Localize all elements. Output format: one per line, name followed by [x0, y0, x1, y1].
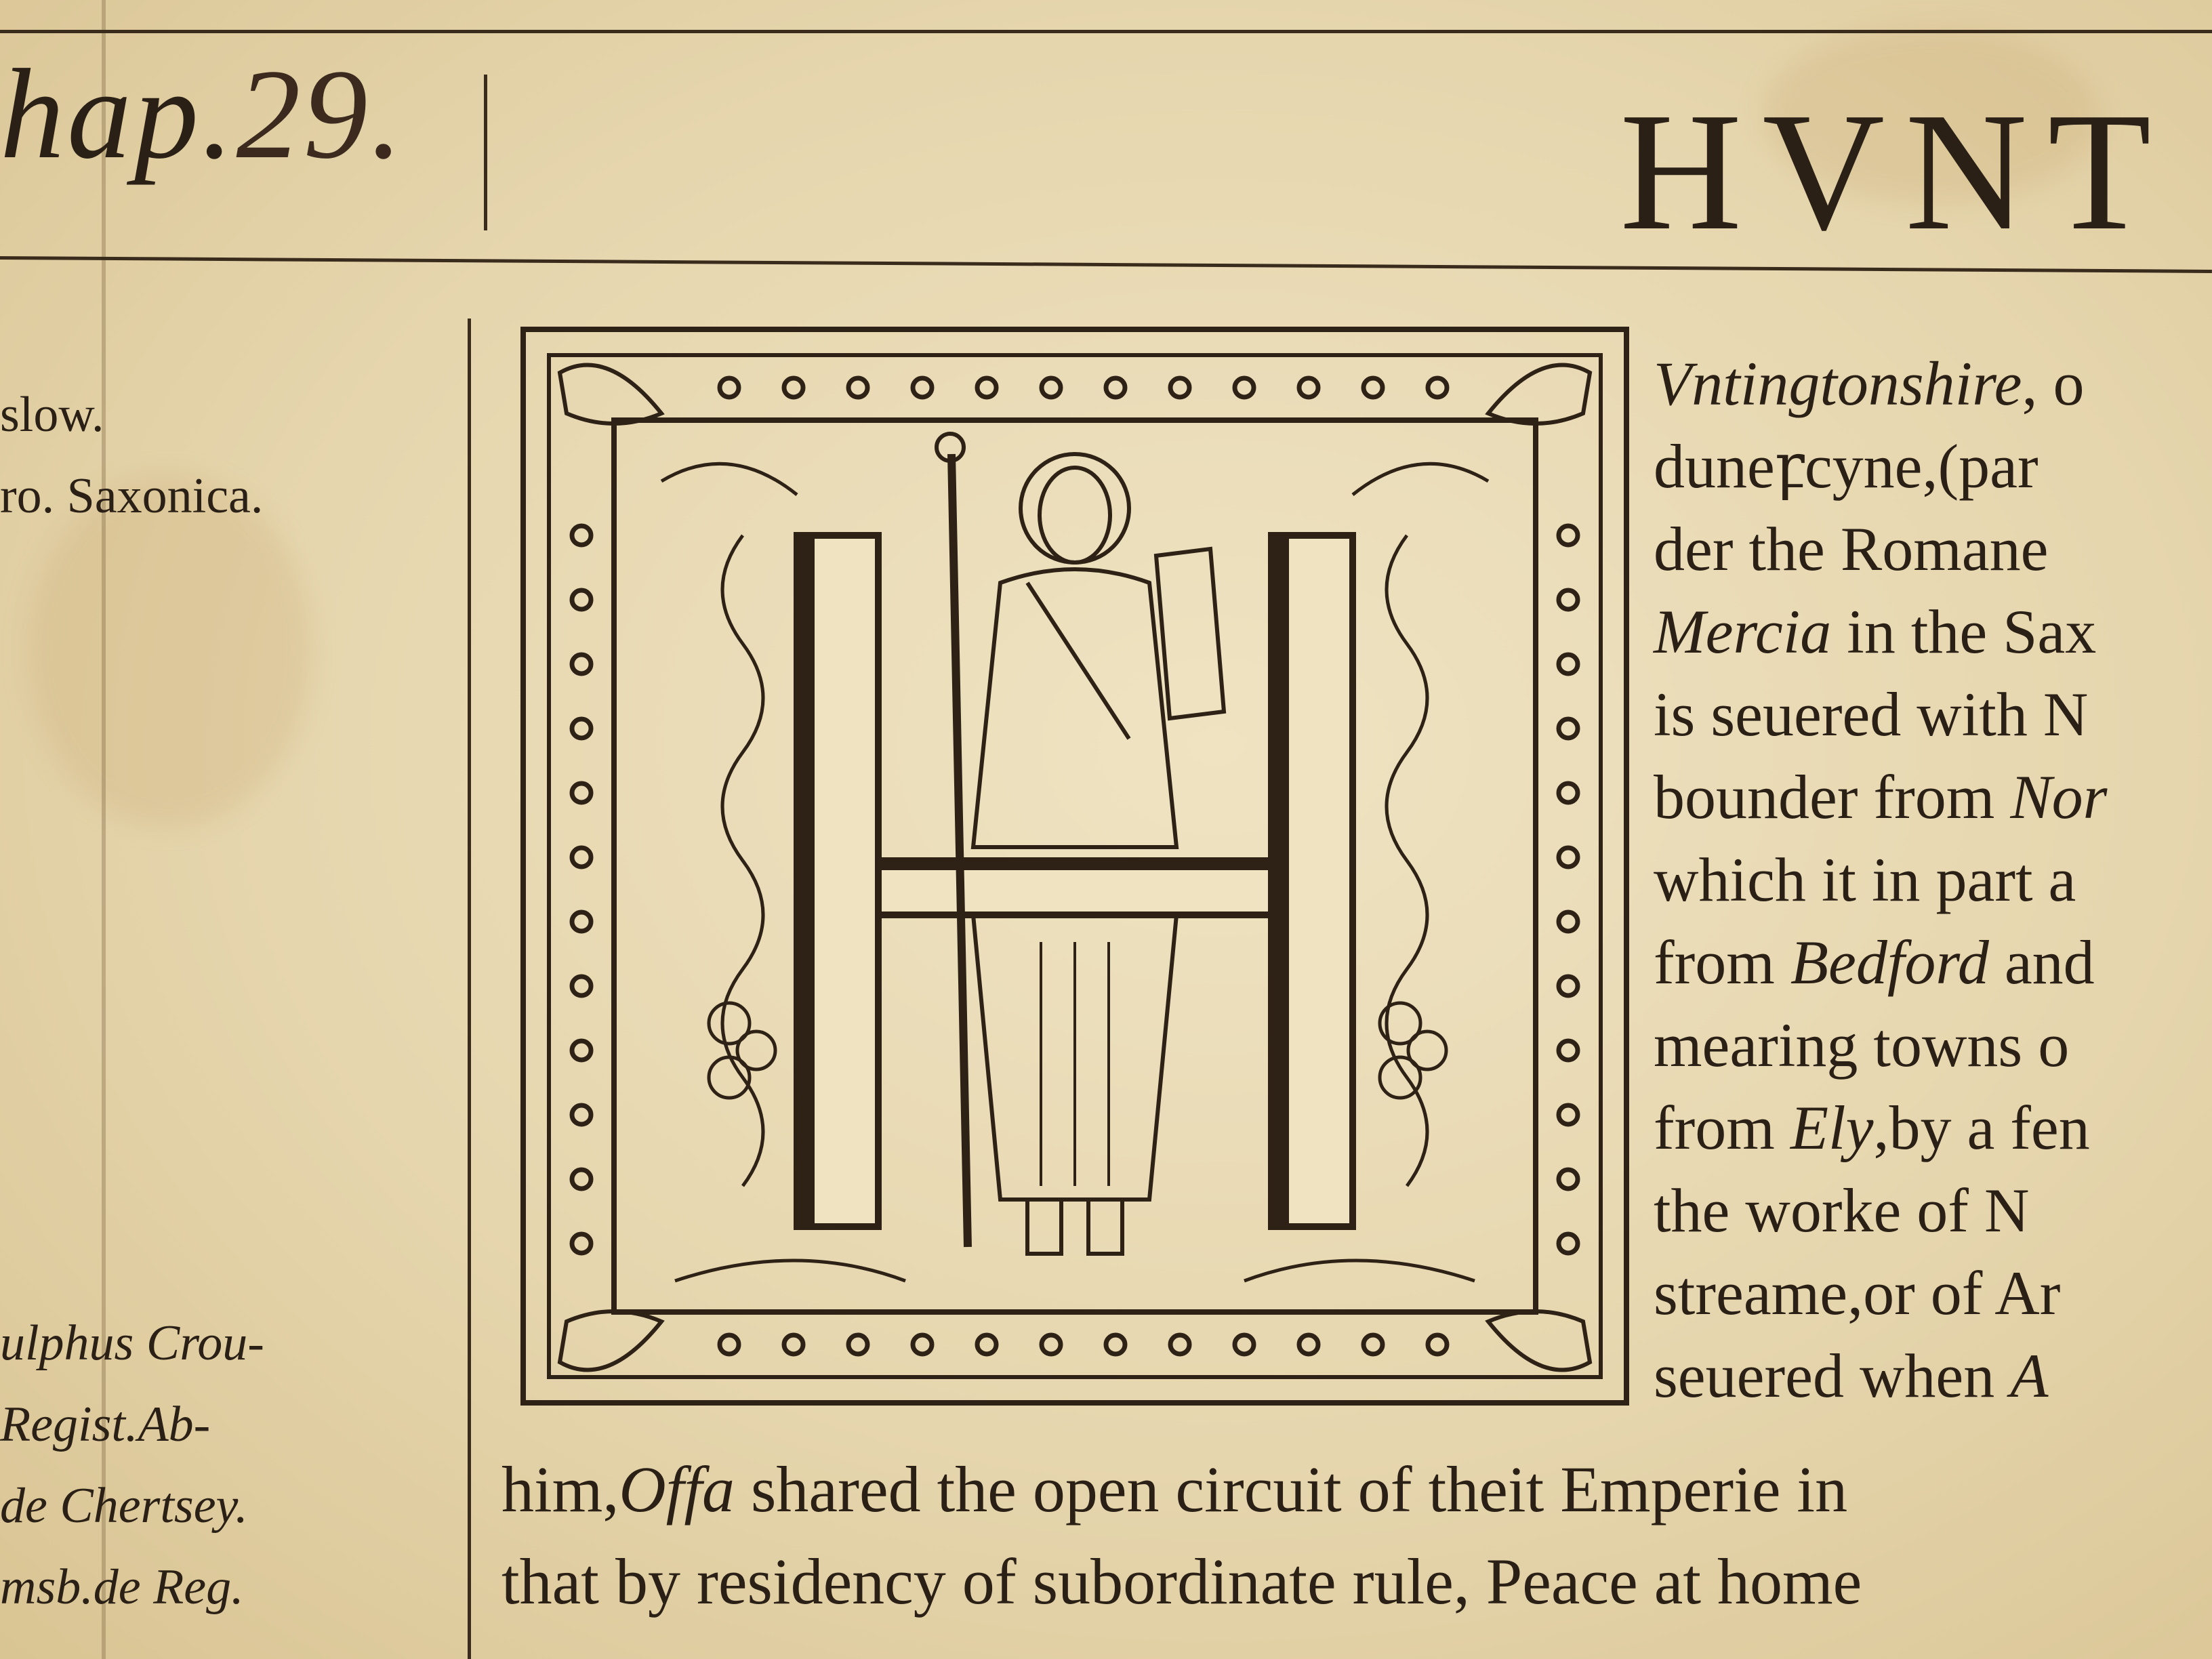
border-dot: [913, 378, 932, 397]
text-line: Mercia in the Sax: [1654, 597, 2097, 666]
paper-stain: [27, 474, 312, 827]
margin-note: slow.: [0, 387, 104, 443]
border-dot: [1106, 378, 1125, 397]
margin-note: de Chertsey.: [0, 1478, 248, 1534]
text-line: Vntingtonshire, o: [1654, 349, 2085, 418]
text-line: him,Offa shared the open circuit of theit Emperie in: [501, 1453, 1848, 1525]
margin-note: Regist.Ab-: [0, 1397, 211, 1452]
text-line: duneꝼcyne,(par: [1654, 432, 2039, 501]
border-dot: [848, 1335, 867, 1354]
border-dot: [784, 1335, 803, 1354]
border-dot: [572, 1170, 591, 1189]
text-line: that by residency of subordinate rule, Peace at home: [501, 1545, 1862, 1618]
border-dot: [572, 977, 591, 996]
border-dot: [1559, 848, 1578, 867]
border-dot: [1106, 1335, 1125, 1354]
text-line: streame,or of Ar: [1654, 1258, 2061, 1328]
border-dot: [1042, 1335, 1061, 1354]
margin-note: ro. Saxonica.: [0, 468, 264, 524]
text-line: seuered when A: [1654, 1341, 2049, 1410]
border-dot: [1299, 1335, 1318, 1354]
border-dot: [572, 848, 591, 867]
border-dot: [1559, 1041, 1578, 1060]
column-rule: [468, 319, 471, 1659]
top-rule: [0, 30, 2212, 33]
text-line: mearing towns o: [1654, 1010, 2070, 1080]
border-dot: [572, 912, 591, 931]
border-dot: [1559, 719, 1578, 738]
border-dot: [1428, 378, 1447, 397]
chapter-number: 29.: [236, 43, 405, 186]
border-dot: [1559, 655, 1578, 674]
border-dot: [720, 1335, 739, 1354]
border-dot: [977, 378, 996, 397]
margin-note: msb.de Reg.: [0, 1559, 244, 1615]
border-dot: [1559, 526, 1578, 545]
text-line: bounder from Nor: [1654, 762, 2108, 832]
border-dot: [572, 1041, 591, 1060]
border-dot: [784, 378, 803, 397]
border-dot: [572, 526, 591, 545]
border-dot: [1559, 783, 1578, 802]
border-dot: [1559, 1105, 1578, 1124]
border-dot: [977, 1335, 996, 1354]
header-divider: [484, 75, 487, 230]
border-dot: [1428, 1335, 1447, 1354]
border-dot: [572, 655, 591, 674]
text-line: is seuered with N: [1654, 680, 2089, 749]
border-dot: [572, 590, 591, 609]
text-line: which it in part a: [1654, 845, 2076, 914]
border-dot: [1559, 977, 1578, 996]
border-dot: [1170, 1335, 1189, 1354]
border-dot: [1235, 1335, 1254, 1354]
border-dot: [1042, 378, 1061, 397]
chapter-label: hap.: [0, 43, 237, 186]
border-dot: [913, 1335, 932, 1354]
border-dot: [720, 378, 739, 397]
woodcut-initial-image: [526, 332, 1624, 1400]
text-line: from Bedford and: [1654, 928, 2095, 997]
text-line: the worke of N: [1654, 1176, 2030, 1245]
page-title: HVNT: [1620, 78, 2172, 266]
text-line: from Ely,by a fen: [1654, 1093, 2090, 1162]
border-dot: [1364, 1335, 1382, 1354]
border-dot: [1299, 378, 1318, 397]
border-dot: [572, 719, 591, 738]
border-dot: [1559, 912, 1578, 931]
border-dot: [1235, 378, 1254, 397]
woodcut-initial: [520, 327, 1629, 1406]
border-dot: [1559, 590, 1578, 609]
border-dot: [1170, 378, 1189, 397]
border-dot: [848, 378, 867, 397]
text-line: der the Romane: [1654, 514, 2049, 583]
border-dot: [572, 1105, 591, 1124]
border-dot: [572, 783, 591, 802]
margin-note: ulphus Crou-: [0, 1315, 264, 1371]
running-head: [0, 41, 405, 188]
border-dot: [572, 1234, 591, 1253]
border-dot: [1559, 1170, 1578, 1189]
border-dot: [1559, 1234, 1578, 1253]
border-dot: [1364, 378, 1382, 397]
